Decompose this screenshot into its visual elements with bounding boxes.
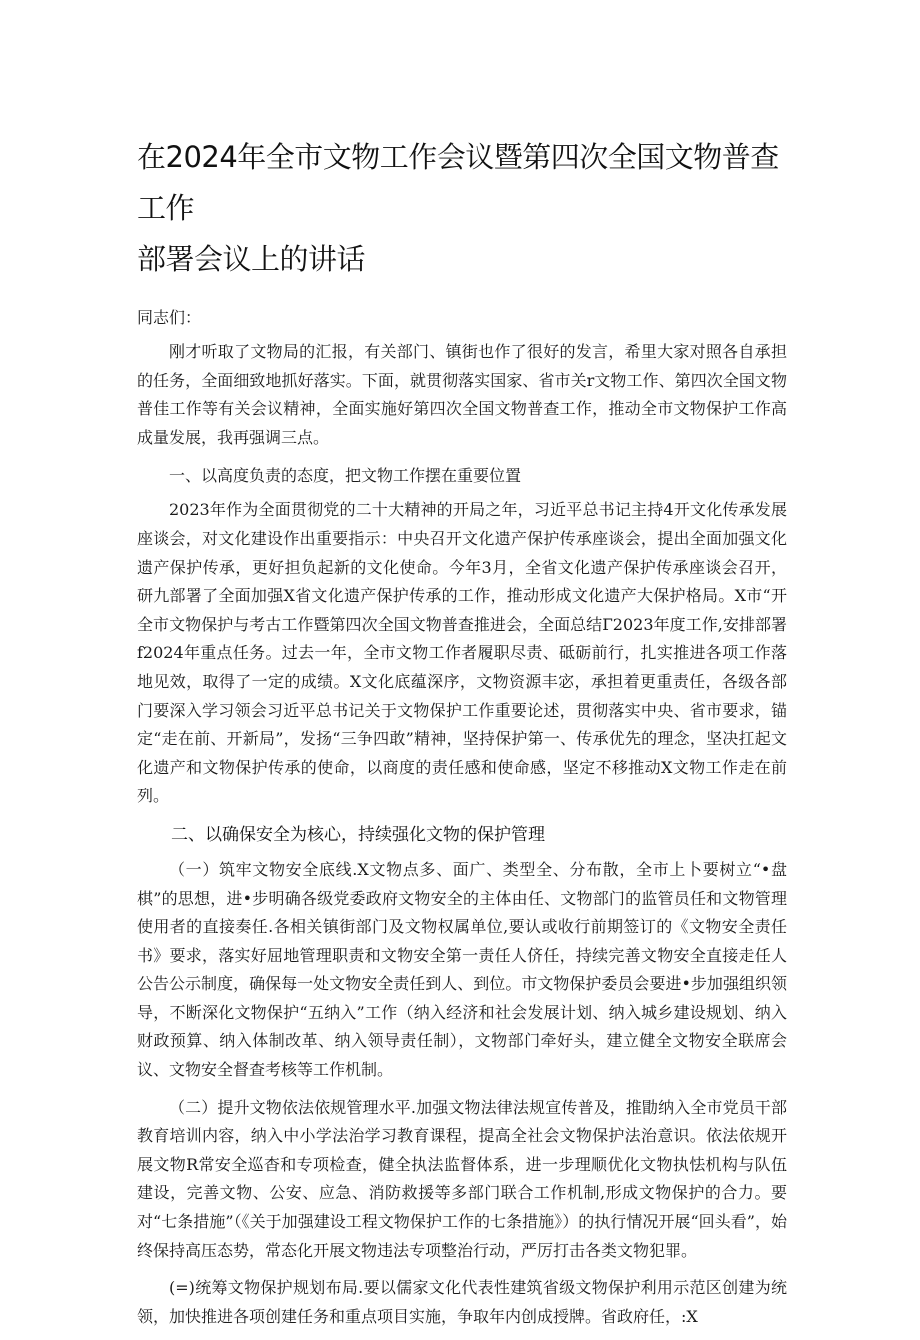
- subsection-3-paragraph: (=)统筹文物保护规划布局.要以儒家文化代表性建筑省级文物保护利用示范区创建为统领，加快推进各项创建任务和重点项目实施，争取年内创成授牌。省政府任，:X: [137, 1278, 787, 1326]
- section-1-paragraph: 2023年作为全面贯彻党的二十大精神的开局之年，习近平总书记主持4开文化传承发展座谈会，对文化建设作出重要指示：中央召开文化遗产保护传承座谈会，提出全面加强文化遗产保护传承，更好担负起新的文化使命。今年3月，全省文化遗产保护传承座谈会召开，研九部署了全面加强X省文化遗产保护传承的工作，推动形成文化遗产大保护格局。X市“开全市文物保护与考古工作暨第四次全国文物普查推进会，全面总结Г2023年度工作,安排部署f2024年重点任务。过去一年，全市文物工作者履职尽责、砥砺前行，扎实推进各项工作落地见效，取得了一定的成绩。X文化底蕴深序，文物资源丰宓，承担着更重责任，各级各部门要深入学习领会习近平总书记关于文物保护工作重要论述，贯彻落实中央、省市要求，锚定“走在前、开新局”，发扬“三争四敢”精神，坚持保护第一、传承优先的理念，坚决扛起文化遗产和文物保护传承的使命，以商度的责任感和使命感，坚定不移推动X文物工作走在前列。: [137, 500, 787, 806]
- document-body: [137, 132, 787, 1340]
- intro-paragraph: 刚才听取了文物局的汇报，有关部门、镇街也作了很好的发言，希里大家对照各自承担的任务，全面细致地抓好落实。下面，就贯彻落实国家、省市关r文物工作、第四次全国文物普佳工作等有关会议精神，全面实施好第四次全国文物普查工作，推动全市文物保护工作高成量发展，我再强调三点。: [137, 342, 787, 447]
- salutation: 同志们：: [137, 308, 202, 327]
- subsection-1-paragraph: （一）筑牢文物安全底线.X文物点多、面广、类型全、分布散，全市上卜要树立“•盘棋”的思想，进•步明确各级党委政府文物安全的主体由任、文物部门的监管员任和文物管理使用者的直接奏任.各相关镇街部门及文物权属单位,要认或收行前期签订的《文物安全责任书》要求，落实好屈地管理职责和文物安全第一责任人侪任，持续完善文物安全直接走任人公告公示制度，确保每一处文物安全责任到人、到位。市文物保护委员会要进•步加强组织领导，不断深化文物保护“五纳入”工作（纳入经济和社会发展计划、纳入城乡建设规划、纳入财政预算、纳入体制改革、纳入领导责任制），文物部门牵好头，建立健全文物安全联席会议、文物安全督查考核等工作机制。: [137, 859, 787, 1080]
- section-heading-2: 二、以确保安全为核心，持续强化文物的保护管理: [171, 824, 545, 845]
- subsection-2-paragraph: （二）提升文物依法依规管理水平.加强文物法律法规宣传普及，推勖纳入全市党员干部教育培训内容，纳入中小学法治学习教育课程，提高全社会文物保护法治意识。依法依规开展文物R常安全巡杳和专项检查，健全执法监督体系，进一步理顺优化文物执怯机构与队伍建设，完善文物、公安、应急、消防救援等多部门联合工作机制,形成文物保护的合力。要对“七条措施”（《关于加强建设工程文物保护工作的七条措施》）的执行情况开展“回头看”，始终保持高压态势，常态化开展文物违法专项整治行动，严厉打击各类文物犯罪。: [137, 1097, 787, 1260]
- section-heading-1: 一、以高度负责的态度，把文物工作摆在重要位置: [169, 466, 522, 486]
- title-line-2: 部署会议上的讲话: [137, 242, 366, 276]
- document-title: [137, 132, 787, 285]
- title-line-1: 在2024年全市文物工作会议暨第四次全国文物普查工作: [137, 140, 779, 225]
